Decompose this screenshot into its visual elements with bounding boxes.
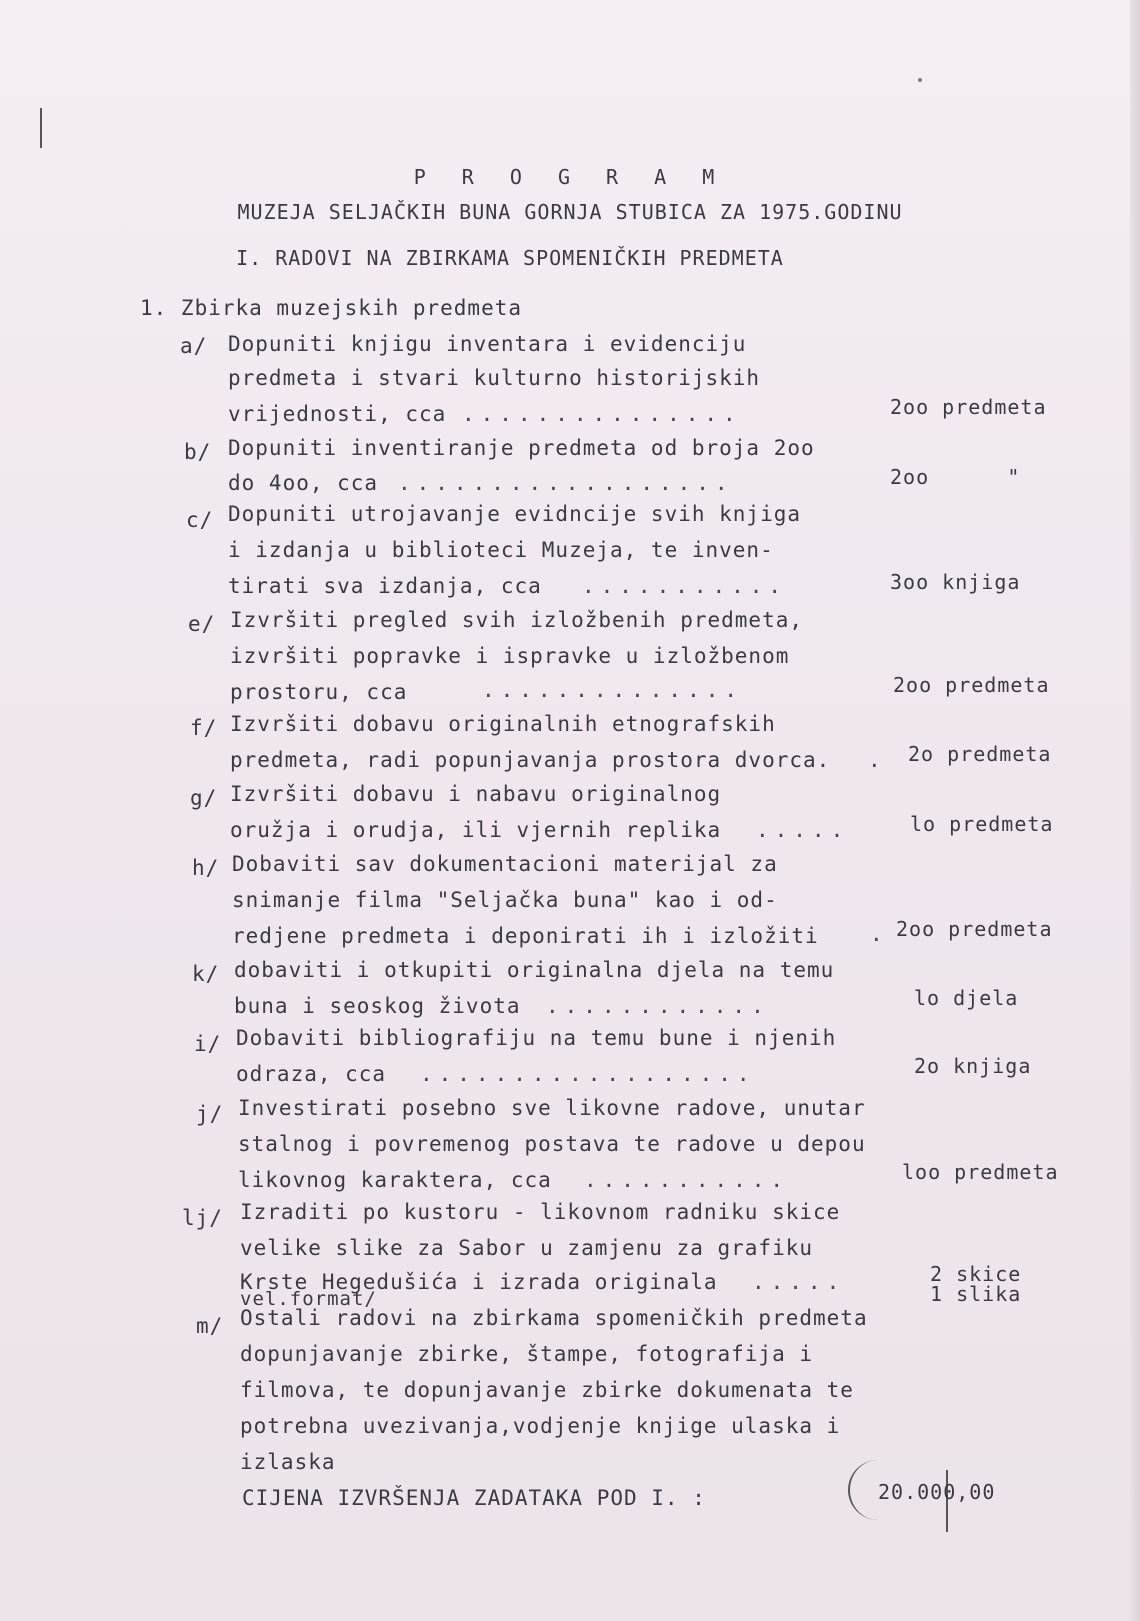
item-quantity: 2o predmeta (908, 742, 1052, 766)
item-label: lj/ (182, 1206, 223, 1230)
leader-dots: .................. (420, 1062, 756, 1086)
item-text-line: i izdanja u biblioteci Muzeja, te inven- (228, 538, 774, 562)
item-text-line: predmeta i stvari kulturno historijskih (228, 366, 761, 390)
item-label: e/ (188, 612, 216, 636)
item-text-line: dopunjavanje zbirke, štampe, fotografija i (240, 1342, 814, 1366)
item-text-line: Izvršiti dobavu i nabavu originalnog (230, 782, 722, 806)
item-label: j/ (196, 1102, 224, 1126)
leader-dots: ............ (546, 994, 770, 1018)
item-text-line: velike slike za Sabor u zamjenu za grafiku (240, 1236, 814, 1260)
leader-dots: ..... (756, 818, 850, 842)
item-text-line: redjene predmeta i deponirati ih i izložiti (232, 924, 819, 948)
item-text-line: Izvršiti dobavu originalnih etnografskih (230, 712, 776, 736)
item-label: b/ (184, 440, 212, 464)
item-text-line: snimanje filma "Seljačka buna" kao i od- (232, 888, 778, 912)
item-label: h/ (192, 856, 220, 880)
item-quantity: 2oo predmeta (896, 917, 1053, 941)
page-edge (1130, 0, 1140, 1621)
item-text-line: Dopuniti utrojavanje evidncije svih knjiga (228, 502, 802, 526)
item-label: f/ (190, 716, 218, 740)
total-value: 20.000,00 (878, 1480, 996, 1504)
item-text-line: odraza, cca (236, 1062, 387, 1086)
item-text-line: izvršiti popravke i ispravke u izložbenom (230, 644, 790, 668)
staple-mark (40, 108, 48, 148)
item-text-line: buna i seoskog života (234, 994, 521, 1018)
leader-dots: . (870, 922, 889, 946)
item-text-line: Izraditi po kustoru - likovnom radniku skice (240, 1200, 841, 1224)
item-text-line: predmeta, radi popunjavanja prostora dvorca. (230, 748, 831, 772)
item-text-line: Dopuniti knjigu inventara i evidenciju (228, 332, 747, 356)
item-text-line: Izvršiti pregled svih izložbenih predmeta, (230, 608, 804, 632)
leader-dots: ............... (462, 402, 742, 426)
leader-dots: .................. (398, 471, 734, 495)
leader-dots: . (868, 748, 887, 772)
item-text-line: Dobaviti bibliografiju na temu bune i njenih (236, 1026, 837, 1050)
item-text-line: likovnog karaktera, cca (238, 1168, 552, 1192)
item-text-line: Investirati posebno sve likovne radove, unutar (238, 1096, 866, 1120)
item-quantity: 2oo predmeta (890, 395, 1047, 419)
leader-dots: ..... (752, 1270, 846, 1294)
item-quantity: lo djela (914, 986, 1019, 1010)
item-text-line: izlaska (240, 1450, 336, 1474)
item-text-line: tirati sva izdanja, cca (228, 574, 542, 598)
leader-dots: .............. (482, 678, 744, 702)
item-text-line: oružja i orudja, ili vjernih replika (230, 818, 722, 842)
item-quantity: 2oo predmeta (893, 673, 1050, 697)
item-quantity: 2oo " (890, 465, 1021, 489)
total-label: CIJENA IZVRŠENJA ZADATAKA POD I. : (242, 1486, 706, 1510)
item-text-line: filmova, te dopunjavanje zbirke dokumenata te (240, 1378, 854, 1402)
section-heading: I. RADOVI NA ZBIRKAMA SPOMENIČKIH PREDMETA (236, 246, 784, 270)
item-quantity: 2o knjiga (914, 1054, 1032, 1078)
item-quantity-secondary: 1 slika (930, 1282, 1022, 1306)
ink-speck (918, 78, 922, 82)
item-text-line: Dopuniti inventiranje predmeta od broja 2oo (228, 436, 815, 460)
item-quantity: 2 skice (930, 1262, 1022, 1286)
item-label: g/ (190, 786, 218, 810)
item-text-line: Krste Hegedušića i izrada originala (240, 1270, 718, 1294)
item-label: a/ (180, 334, 208, 358)
item-quantity: lo predmeta (910, 812, 1054, 836)
item-text-line: potrebna uvezivanja,vodjenje knjige ulaska i (240, 1414, 841, 1438)
item-text-line: dobaviti i otkupiti originalna djela na temu (234, 958, 835, 982)
item-label: c/ (186, 508, 214, 532)
item-text-line: Ostali radovi na zbirkama spomeničkih predmeta (240, 1306, 868, 1330)
item-text-line: Dobaviti sav dokumentacioni materijal za (232, 852, 778, 876)
item-quantity: loo predmeta (902, 1160, 1059, 1184)
item-text-line: do 4oo, cca (228, 471, 379, 495)
program-subtitle: MUZEJA SELJAČKIH BUNA GORNJA STUBICA ZA 1975.GODINU (237, 200, 903, 224)
item-quantity: 3oo knjiga (890, 570, 1021, 594)
item-label: i/ (194, 1032, 222, 1056)
item-label: k/ (192, 962, 220, 986)
leader-dots: ........... (582, 574, 788, 598)
leader-dots: ........... (584, 1168, 790, 1192)
item-text-line: vrijednosti, cca (228, 402, 447, 426)
item-text-line: prostoru, cca (230, 680, 408, 704)
item-text-line: vel.format/ (240, 1288, 377, 1310)
item-label: m/ (196, 1314, 224, 1338)
subsection-heading: 1. Zbirka muzejskih predmeta (140, 296, 523, 320)
program-title: P R O G R A M (413, 165, 727, 189)
item-text-line: stalnog i povremenog postava te radove u depou (238, 1132, 866, 1156)
